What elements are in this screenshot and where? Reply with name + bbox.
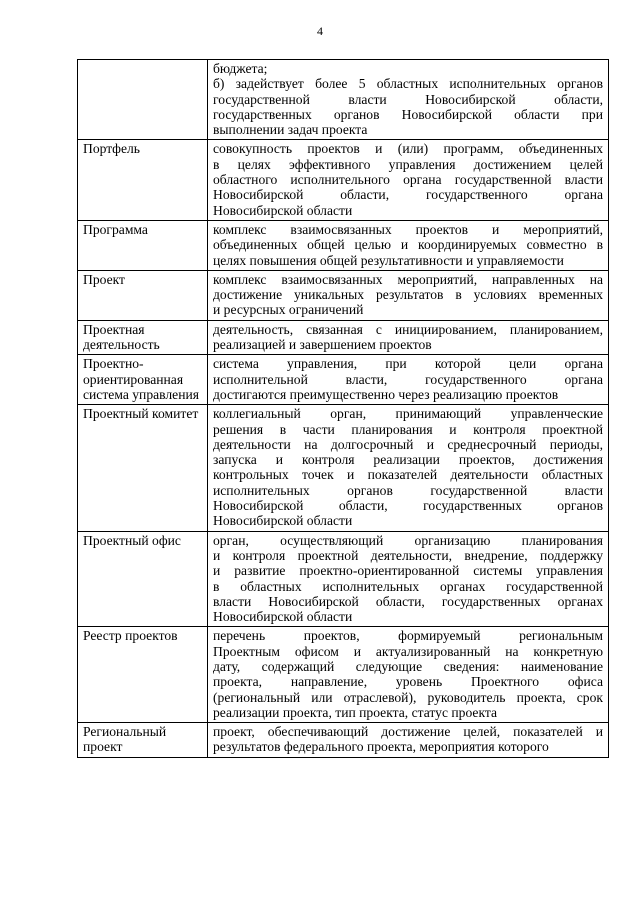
table-row (78, 405, 609, 531)
table-row (78, 270, 609, 320)
term-cell: Проектная деятельность (78, 320, 208, 355)
definition-line: деятельность, связанная с инициированием, планированием, (213, 321, 603, 337)
definition-line: совокупность проектов и (или) программ, объединенных (213, 141, 603, 157)
term-cell: Проект (78, 270, 208, 320)
term-cell: Проектно-ориентированная система управления (78, 355, 208, 405)
definition-cell (208, 531, 609, 627)
term-cell (78, 60, 208, 140)
definition-line: областного исполнительного органа государственной власти (213, 172, 603, 188)
definition-line: б) задействует более 5 областных исполнительных органов (213, 76, 603, 92)
table-row (78, 627, 609, 723)
definition-line: исполнительной власти, государственного органа (213, 371, 603, 387)
table-row (78, 723, 609, 758)
table-row (78, 531, 609, 627)
glossary-table (77, 59, 609, 758)
definition-cell (208, 220, 609, 270)
definition-line: решения в части планирования и контроля проектной (213, 421, 603, 437)
definition-line: достижение уникальных результатов в условиях временных (213, 287, 603, 303)
definition-line: контрольных точек и показателей деятельности областных (213, 467, 603, 483)
definition-cell (208, 270, 609, 320)
definition-line: запуска и контроля реализации проектов, достижения (213, 452, 603, 468)
definition-line: проекта, направление, уровень Проектного офиса (213, 674, 603, 690)
definition-line: комплекс взаимосвязанных мероприятий, направленных на (213, 271, 603, 287)
definition-line: проект, обеспечивающий достижение целей, показателей и (213, 724, 603, 740)
definition-line: орган, осуществляющий организацию планирования (213, 532, 603, 548)
definition-cell (208, 320, 609, 355)
table-row (78, 355, 609, 405)
definition-line: Новосибирской области (213, 609, 353, 625)
definition-line: реализации проекта, тип проекта, статус проекта (213, 704, 498, 720)
definition-line: выполнении задач проекта (213, 122, 368, 138)
definition-line: целях повышения общей результативности и управляемости (213, 252, 564, 268)
definition-line: Новосибирской области, государственного органа (213, 187, 603, 203)
definition-line: и контроля проектной деятельности, внедрение, поддержку (213, 547, 603, 563)
table-row (78, 140, 609, 220)
definition-line: Новосибирской области, государственных органов (213, 498, 603, 514)
definition-line: Проектным офисом и актуализированный на конкретную (213, 643, 603, 659)
definition-line: государственных органов Новосибирской области при (213, 106, 603, 122)
definition-line: комплекс взаимосвязанных проектов и мероприятий, (213, 221, 603, 237)
definition-line: власти Новосибирской области, государственных органах (213, 593, 603, 609)
definition-line: Новосибирской области (213, 202, 353, 218)
definition-line: достигаются преимущественно через реализацию проектов (213, 386, 559, 402)
definition-line: деятельности на долгосрочный и среднесрочный периоды, (213, 436, 603, 452)
definition-line: коллегиальный орган, принимающий управленческие (213, 406, 603, 422)
definition-line: (региональный или отраслевой), руководитель проекта, срок (213, 689, 603, 705)
definition-line: реализацией и завершением проектов (213, 337, 432, 353)
table-row (78, 220, 609, 270)
definition-line: бюджета; (213, 61, 268, 76)
term-cell: Портфель (78, 140, 208, 220)
definition-cell (208, 60, 609, 140)
definition-cell (208, 140, 609, 220)
term-cell: Проектный офис (78, 531, 208, 627)
page-number: 4 (317, 24, 323, 38)
table-row (78, 60, 609, 140)
definition-cell (208, 627, 609, 723)
definition-cell (208, 405, 609, 531)
term-cell: Проектный комитет (78, 405, 208, 531)
definition-line: государственной власти Новосибирской области, (213, 91, 603, 107)
definition-line: и ресурсных ограничений (213, 302, 364, 318)
term-cell: Региональный проект (78, 723, 208, 758)
term-cell: Реестр проектов (78, 627, 208, 723)
definition-line: система управления, при которой цели органа (213, 356, 603, 372)
definition-line: в целях эффективного управления достижением целей (213, 156, 603, 172)
definition-line: в областных исполнительных органах государственной (213, 578, 603, 594)
definition-cell (208, 355, 609, 405)
definition-line: перечень проектов, формируемый региональным (213, 628, 603, 644)
definition-cell (208, 723, 609, 758)
definition-line: объединенных общей целью и координируемых совместно в (213, 237, 603, 253)
definition-line: дату, содержащий следующие сведения: наименование (213, 658, 603, 674)
term-cell: Программа (78, 220, 208, 270)
table-row (78, 320, 609, 355)
definition-line: Новосибирской области (213, 513, 353, 529)
definition-line: результатов федерального проекта, мероприятия которого (213, 739, 549, 755)
definition-line: исполнительных органов государственной власти (213, 482, 603, 498)
definition-line: и развитие проектно-ориентированной системы управления (213, 563, 603, 579)
